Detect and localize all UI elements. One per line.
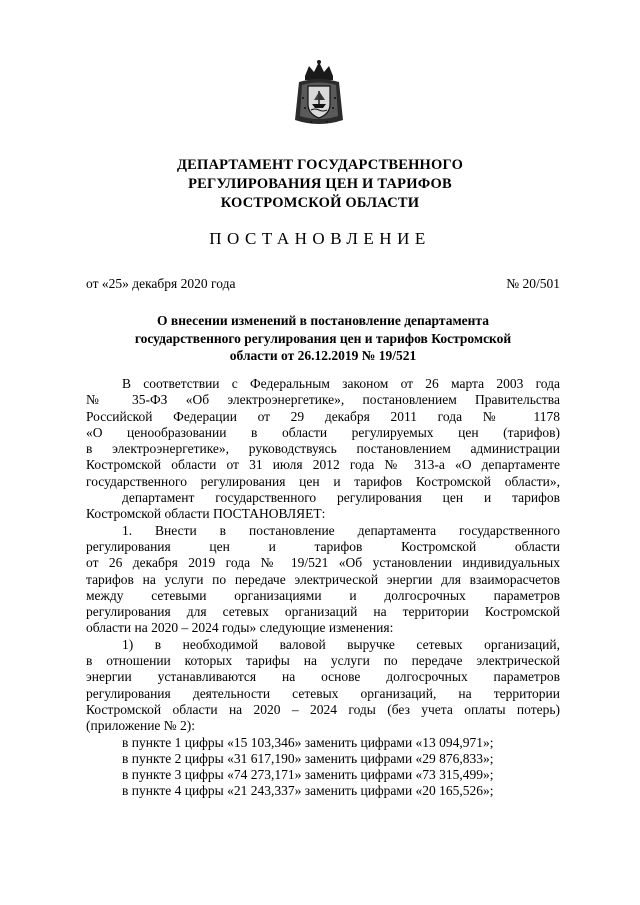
body-line: в отношении которых тарифы на услуги по передаче электрической (86, 653, 560, 669)
body-line: в пункте 3 цифры «74 273,171» заменить цифрами «73 315,499»; (122, 767, 494, 783)
document-date: от «25» декабря 2020 года (86, 276, 236, 291)
body-line: Костромской области ПОСТАНОВЛЯЕТ: (86, 506, 326, 522)
body-line: области на 2020 – 2024 годы» следующие изменения: (86, 620, 394, 636)
body-line: В соответствии с Федеральным законом от 26 марта 2003 года (122, 376, 560, 391)
subject-line: области от 26.12.2019 № 19/521 (229, 348, 417, 363)
department-line: КОСТРОМСКОЙ ОБЛАСТИ (220, 195, 420, 211)
department-line: ДЕПАРТАМЕНТ ГОСУДАРСТВЕННОГО (176, 157, 464, 173)
body-line: регулирования для сетевых организаций на территории Костромской (86, 604, 560, 620)
body-line: тарифов на услуги по передаче электрической энергии для взаиморасчетов (86, 571, 560, 587)
body-line: в пункте 1 цифры «15 103,346» заменить цифрами «13 094,971»; (122, 734, 494, 750)
body-line: от 26 декабря 2019 года № 19/521 «Об установлении индивидуальных (86, 555, 560, 571)
department-title (80, 156, 560, 213)
subject-line: О внесении изменений в постановление департамента (157, 313, 489, 328)
body-line: регулирования цен и тарифов Костромской области (86, 538, 560, 554)
department-line: РЕГУЛИРОВАНИЯ ЦЕН И ТАРИФОВ (188, 176, 452, 192)
document-subject (86, 312, 560, 365)
body-line: «О ценообразовании в области регулируемых цен (тарифов) (86, 424, 560, 440)
body-line: в электроэнергетике», руководствуясь постановлением администрации (86, 441, 560, 457)
body-line: в пункте 2 цифры «31 617,190» заменить цифрами «29 876,833»; (122, 750, 494, 766)
document-type-heading: ПОСТАНОВЛЕНИЕ (209, 229, 431, 248)
subject-line: государственного регулирования цен и тарифов Костромской (134, 330, 512, 346)
document-body (86, 376, 560, 800)
body-line: Костромской области на 2020 – 2024 годы (без учета оплаты потерь) (86, 701, 560, 717)
body-line: между сетевыми организациями и долгосрочных параметров (86, 587, 560, 603)
body-line: энергии устанавливаются на основе долгосрочных параметров (86, 669, 560, 685)
body-line: № 35-ФЗ «Об электроэнергетике», постановлением Правительства (86, 392, 560, 408)
body-line: государственного регулирования цен и тарифов Костромской области», (86, 473, 560, 489)
body-line: в пункте 4 цифры «21 243,337» заменить цифрами «20 165,526»; (122, 783, 494, 799)
body-line: 1. Внести в постановление департамента государственного (122, 522, 560, 538)
body-line: (приложение № 2): (86, 718, 196, 734)
body-line: Костромской области от 31 июля 2012 года № 313-а «О департаменте (86, 457, 560, 473)
coat-of-arms-emblem (291, 58, 347, 130)
body-line: 1) в необходимой валовой выручке сетевых организаций, (122, 636, 560, 652)
body-line: Российской Федерации от 29 декабря 2011 года № 1178 (86, 408, 560, 424)
document-number: № 20/501 (506, 276, 560, 291)
body-line: департамент государственного регулирования цен и тарифов (122, 490, 560, 506)
body-line: регулирования деятельности сетевых организаций, на территории (86, 685, 560, 701)
